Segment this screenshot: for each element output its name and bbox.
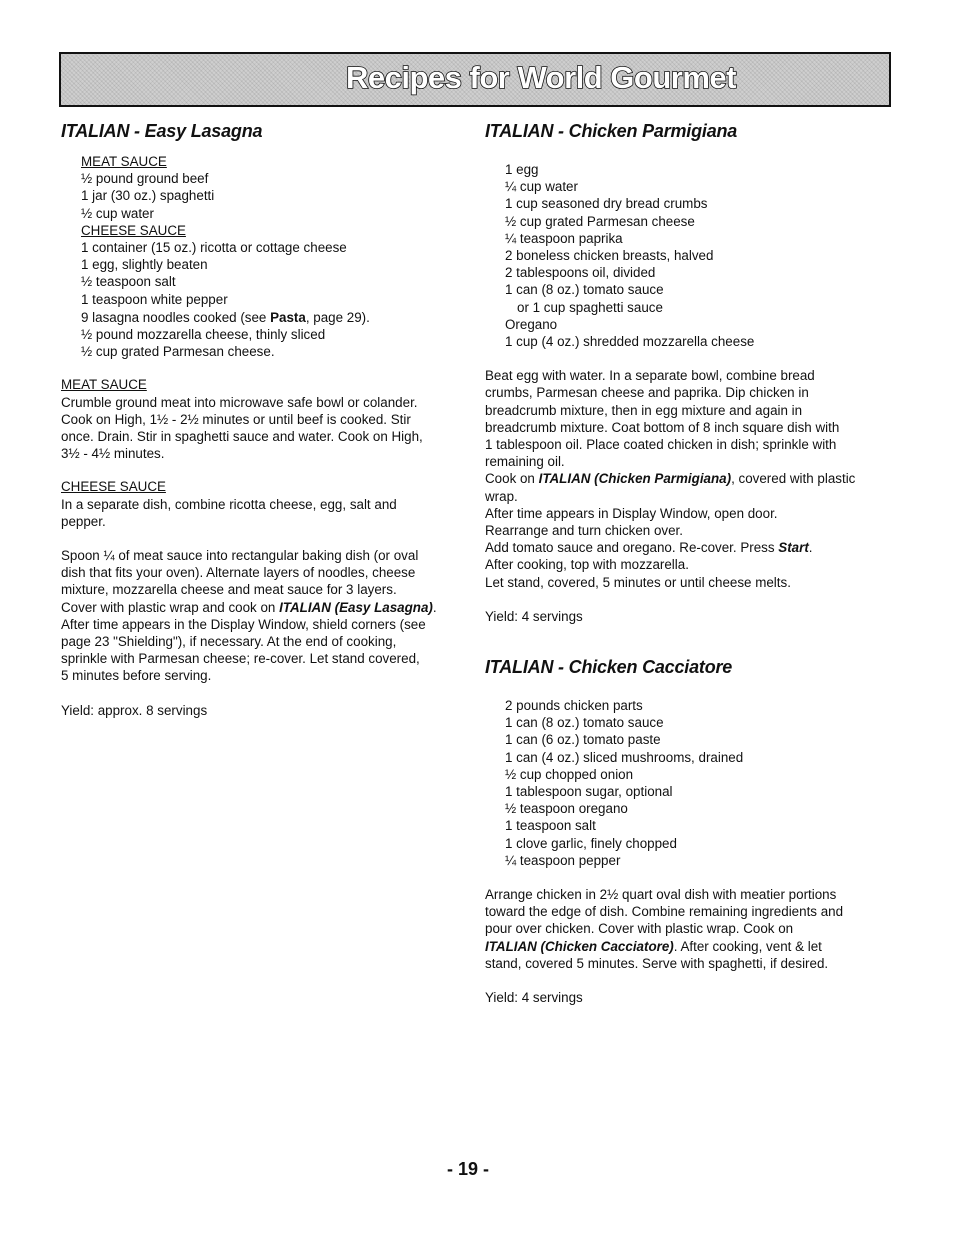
paragraph-line: Add tomato sauce and oregano. Re-cover. Press Start.: [485, 540, 813, 556]
paragraph-line: Cook on High, 1½ - 2½ minutes or until beef is cooked. Stir: [61, 411, 411, 427]
list-item: 2 tablespoons oil, divided: [505, 265, 656, 281]
list-item: 1 tablespoon sugar, optional: [505, 784, 673, 800]
header-banner: [59, 52, 891, 107]
instructions: [485, 886, 885, 972]
list-item: ¼ teaspoon paprika: [505, 230, 623, 246]
list-item: Oregano: [505, 316, 558, 332]
paragraph-line: Spoon ¼ of meat sauce into rectangular baking dish (or oval: [61, 548, 419, 564]
list-item: 1 cup (4 oz.) shredded mozzarella cheese: [505, 334, 755, 350]
paragraph-line: Let stand, covered, 5 minutes or until cheese melts.: [485, 574, 791, 590]
list-item: 1 container (15 oz.) ricotta or cottage cheese: [81, 240, 347, 256]
list-item: 2 boneless chicken breasts, halved: [505, 248, 714, 264]
recipe-title: ITALIAN - Chicken Parmigiana: [485, 121, 738, 141]
cheese-sauce-section: [61, 478, 461, 530]
list-item: 1 teaspoon salt: [505, 818, 596, 834]
paragraph-line: 3½ - 4½ minutes.: [61, 446, 165, 462]
ingredient-list: [485, 697, 885, 869]
paragraph-line: After time appears in Display Window, open door.: [485, 505, 778, 521]
list-item: 1 clove garlic, finely chopped: [505, 835, 677, 851]
paragraph-line: stand, covered 5 minutes. Serve with spaghetti, if desired.: [485, 955, 829, 971]
list-item: 1 jar (30 oz.) spaghetti: [81, 188, 215, 204]
paragraph-line: Crumble ground meat into microwave safe bowl or colander.: [61, 394, 418, 410]
paragraph-line: page 23 "Shielding"), if necessary. At the end of cooking,: [61, 634, 397, 650]
paragraph-line: mixture, mozzarella cheese and meat sauce for 3 layers.: [61, 582, 397, 598]
paragraph-line: remaining oil.: [485, 454, 565, 470]
list-item: ½ pound mozzarella cheese, thinly sliced: [81, 327, 326, 343]
paragraph-line: After cooking, top with mozzarella.: [485, 557, 689, 573]
assembly-instructions: [61, 547, 461, 685]
list-item: 1 can (8 oz.) tomato sauce: [505, 715, 664, 731]
paragraph-line: 5 minutes before serving.: [61, 668, 212, 684]
list-item: ½ cup grated Parmesan cheese: [505, 213, 695, 229]
paragraph-line: ITALIAN (Chicken Cacciatore). After cooking, vent & let: [485, 938, 822, 954]
paragraph-line: Cover with plastic wrap and cook on ITALIAN (Easy Lasagna).: [61, 599, 437, 615]
list-item: 1 egg, slightly beaten: [81, 257, 208, 273]
paragraph-line: Cook on ITALIAN (Chicken Parmigiana), covered with plastic: [485, 471, 856, 487]
list-item: 9 lasagna noodles cooked (see Pasta, page 29).: [81, 309, 370, 325]
list-item: ½ cup water: [81, 205, 154, 221]
paragraph-line: Beat egg with water. In a separate bowl, combine bread: [485, 368, 815, 384]
paragraph-line: dish that fits your oven). Alternate layers of noodles, cheese: [61, 565, 416, 581]
section-heading: CHEESE SAUCE: [61, 479, 166, 495]
list-item: ¼ teaspoon pepper: [505, 852, 621, 868]
list-item: 1 cup seasoned dry bread crumbs: [505, 196, 708, 212]
list-item: 1 egg: [505, 162, 539, 177]
yield-text: Yield: 4 servings: [485, 608, 583, 624]
list-item: 1 can (4 oz.) sliced mushrooms, drained: [505, 749, 744, 765]
list-item: ½ teaspoon salt: [81, 274, 176, 290]
recipe-easy-lasagna: [61, 120, 461, 719]
paragraph-line: pour over chicken. Cover with plastic wrap. Cook on: [485, 921, 794, 937]
list-item: ½ teaspoon oregano: [505, 801, 628, 817]
ingredient-list-continued: [61, 309, 461, 361]
paragraph-line: wrap.: [485, 488, 518, 504]
yield-text: Yield: approx. 8 servings: [61, 702, 208, 718]
recipe-title: ITALIAN - Chicken Cacciatore: [485, 657, 733, 677]
paragraph-line: pepper.: [61, 513, 106, 529]
section-heading: MEAT SAUCE: [61, 377, 147, 393]
paragraph-line: After time appears in the Display Window, shield corners (see: [61, 616, 426, 632]
instructions: [485, 367, 885, 591]
paragraph-line: once. Drain. Stir in spaghetti sauce and water. Cook on High,: [61, 429, 423, 445]
recipe-title: ITALIAN - Easy Lasagna: [61, 121, 263, 141]
paragraph-line: Rearrange and turn chicken over.: [485, 523, 684, 539]
list-item: 1 can (8 oz.) tomato sauce: [505, 282, 664, 298]
recipe-chicken-cacciatore: [485, 656, 885, 1006]
list-item: or 1 cup spaghetti sauce: [517, 299, 663, 315]
banner-title: Recipes for World Gourmet: [346, 60, 736, 95]
list-item: 2 pounds chicken parts: [505, 698, 643, 713]
paragraph-line: In a separate dish, combine ricotta cheese, egg, salt and: [61, 496, 397, 512]
paragraph-line: Arrange chicken in 2½ quart oval dish with meatier portions: [485, 887, 837, 903]
list-item: ¼ cup water: [505, 179, 578, 195]
list-item: ½ cup chopped onion: [505, 766, 634, 782]
ingredient-list: [485, 161, 885, 350]
page-number: - 19 -: [447, 1159, 490, 1179]
list-item: CHEESE SAUCE: [81, 222, 186, 238]
list-item: ½ cup grated Parmesan cheese.: [81, 344, 275, 360]
list-item: 1 teaspoon white pepper: [81, 291, 228, 307]
paragraph-line: crumbs, Parmesan cheese and paprika. Dip chicken in: [485, 385, 809, 401]
list-item: MEAT SAUCE: [81, 154, 167, 169]
paragraph-line: toward the edge of dish. Combine remaining ingredients and: [485, 904, 844, 920]
paragraph-line: breadcrumb mixture, then in egg mixture and again in: [485, 402, 803, 418]
list-item: 1 can (6 oz.) tomato paste: [505, 732, 661, 748]
list-item: ½ pound ground beef: [81, 171, 209, 187]
paragraph-line: 1 tablespoon oil. Place coated chicken in dish; sprinkle with: [485, 437, 837, 453]
paragraph-line: breadcrumb mixture. Coat bottom of 8 inch square dish with: [485, 419, 840, 435]
yield-text: Yield: 4 servings: [485, 990, 583, 1006]
meat-sauce-section: [61, 376, 461, 462]
ingredient-list: [61, 153, 461, 308]
paragraph-line: sprinkle with Parmesan cheese; re-cover. Let stand covered,: [61, 651, 420, 667]
recipe-chicken-parmigiana: [485, 120, 885, 625]
